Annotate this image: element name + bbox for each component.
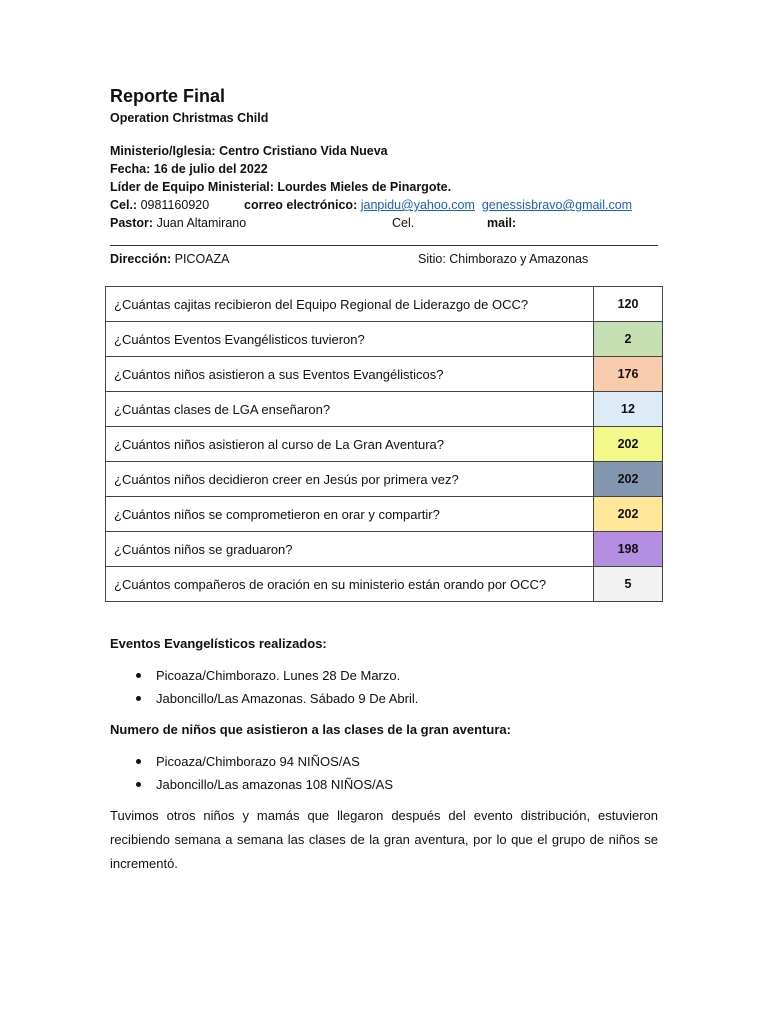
question-cell: ¿Cuántos compañeros de oración en su ministerio están orando por OCC? — [106, 567, 594, 602]
list-item: Jaboncillo/Las amazonas 108 NIÑOS/AS — [110, 773, 393, 796]
answer-cell: 176 — [594, 357, 663, 392]
date-value: 16 de julio del 2022 — [153, 162, 268, 176]
table-row — [106, 532, 663, 567]
divider-line — [110, 245, 658, 246]
table-row — [106, 567, 663, 602]
answer-cell: 198 — [594, 532, 663, 567]
pastor-mail-label: mail: — [487, 216, 517, 230]
question-cell: ¿Cuántos niños asistieron al curso de La Gran Aventura? — [106, 427, 594, 462]
site-label: Sitio: — [418, 252, 446, 266]
table-row — [106, 392, 663, 427]
questions-table — [105, 286, 663, 602]
site-line — [418, 252, 588, 266]
table-row — [106, 357, 663, 392]
answer-cell: 202 — [594, 497, 663, 532]
ministry-label: Ministerio/Iglesia: — [110, 144, 216, 158]
question-cell: ¿Cuántos niños se comprometieron en orar y compartir? — [106, 497, 594, 532]
address-line — [110, 252, 230, 266]
address-label: Dirección: — [110, 252, 172, 266]
leader-label: Líder de Equipo Ministerial: — [110, 180, 274, 194]
answer-cell: 202 — [594, 462, 663, 497]
answer-cell: 120 — [594, 287, 663, 322]
report-title: Reporte Final — [110, 86, 226, 106]
report-subtitle: Operation Christmas Child — [110, 111, 269, 125]
date-line — [110, 162, 268, 176]
events-heading: Eventos Evangelísticos realizados: — [110, 636, 327, 651]
cel-value: 0981160920 — [140, 198, 210, 212]
answer-cell: 5 — [594, 567, 663, 602]
closing-paragraph: Tuvimos otros niños y mamás que llegaron después del evento distribución, estuvieron recibiendo semana a semana las clases de la gran aventura, por lo que el grupo de niños se incrementó. — [110, 808, 658, 871]
pastor-line — [110, 216, 246, 230]
site-value: Chimborazo y Amazonas — [449, 252, 589, 266]
pastor-cel-label: Cel. — [392, 216, 415, 230]
email-link-1[interactable]: janpidu@yahoo.com — [360, 198, 475, 212]
table-row — [106, 462, 663, 497]
email-line — [244, 198, 632, 212]
cel-label: Cel.: — [110, 198, 138, 212]
list-item: Jaboncillo/Las Amazonas. Sábado 9 De Abril. — [110, 687, 418, 710]
list-item: Picoaza/Chimborazo 94 NIÑOS/AS — [110, 750, 393, 773]
ministry-value: Centro Cristiano Vida Nueva — [219, 144, 388, 158]
table-row — [106, 287, 663, 322]
date-label: Fecha: — [110, 162, 151, 176]
leader-value: Lourdes Mieles de Pinargote. — [277, 180, 452, 194]
answer-cell: 2 — [594, 322, 663, 357]
table-row — [106, 497, 663, 532]
answer-cell: 202 — [594, 427, 663, 462]
ministry-line — [110, 144, 388, 158]
pastor-value: Juan Altamirano — [156, 216, 247, 230]
email-label: correo electrónico: — [244, 198, 358, 212]
contact-line — [110, 198, 209, 212]
attendance-heading: Numero de niños que asistieron a las clases de la gran aventura: — [110, 722, 511, 737]
question-cell: ¿Cuántos Eventos Evangélisticos tuvieron? — [106, 322, 594, 357]
question-cell: ¿Cuántos niños decidieron creer en Jesús por primera vez? — [106, 462, 594, 497]
answer-cell: 12 — [594, 392, 663, 427]
email-link-2[interactable]: genessisbravo@gmail.com — [481, 198, 633, 212]
list-item: Picoaza/Chimborazo. Lunes 28 De Marzo. — [110, 664, 418, 687]
events-list — [110, 664, 418, 710]
attendance-list — [110, 750, 393, 796]
leader-line — [110, 180, 451, 194]
question-cell: ¿Cuántos niños asistieron a sus Eventos Evangélisticos? — [106, 357, 594, 392]
table-row — [106, 322, 663, 357]
pastor-label: Pastor: — [110, 216, 154, 230]
question-cell: ¿Cuántas clases de LGA enseñaron? — [106, 392, 594, 427]
address-value: PICOAZA — [174, 252, 230, 266]
table-row — [106, 427, 663, 462]
question-cell: ¿Cuántos niños se graduaron? — [106, 532, 594, 567]
question-cell: ¿Cuántas cajitas recibieron del Equipo Regional de Liderazgo de OCC? — [106, 287, 594, 322]
